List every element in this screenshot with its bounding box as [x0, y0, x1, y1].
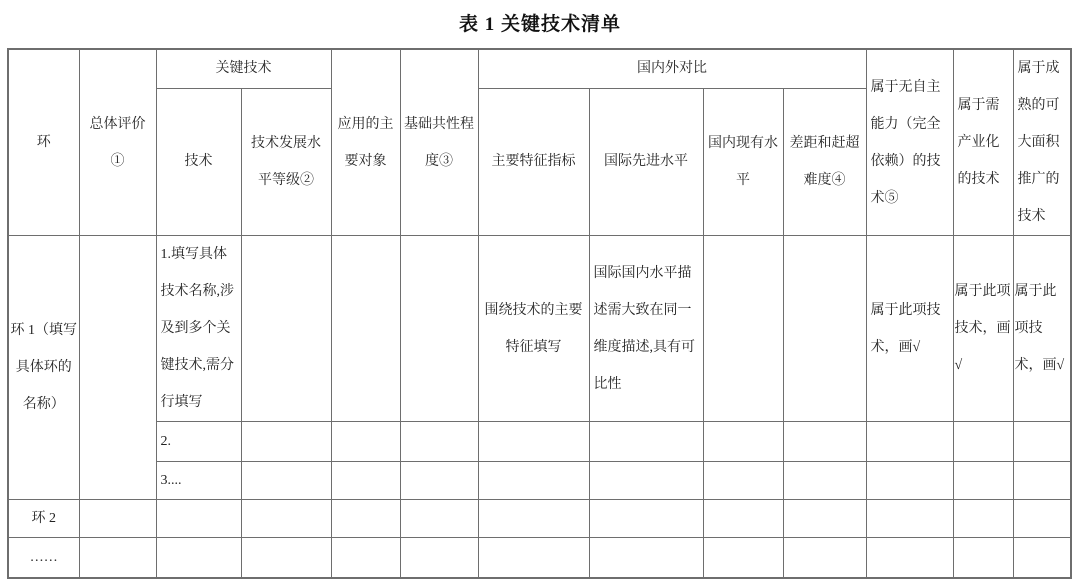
cell-tech-item-3: 3.... [156, 462, 241, 500]
empty-cell [331, 500, 400, 538]
empty-cell [953, 462, 1013, 500]
empty-cell [331, 422, 400, 462]
header-intl-advanced-level: 国际先进水平 [589, 88, 703, 235]
header-ring: 环 [8, 49, 79, 236]
body-row-ellipsis [8, 538, 1071, 578]
cell-tech-item-2: 2. [156, 422, 241, 462]
empty-cell [866, 462, 953, 500]
empty-cell [703, 500, 783, 538]
cell-ring1-overall-empty [79, 236, 156, 500]
empty-cell [478, 462, 589, 500]
empty-cell [478, 422, 589, 462]
cell-ring2-label: 环 2 [8, 500, 79, 538]
empty-cell [241, 500, 331, 538]
empty-cell [1013, 500, 1071, 538]
key-technology-table [7, 48, 1072, 579]
empty-cell [783, 236, 866, 422]
header-tech-level: 技术发展水平等级② [241, 88, 331, 235]
empty-cell [79, 538, 156, 578]
table-title: 表 1 关键技术清单 [458, 14, 621, 35]
body-row-ring1-sub2 [8, 422, 1071, 462]
header-domestic-level: 国内现有水平 [703, 88, 783, 235]
body-row-ring2 [8, 500, 1071, 538]
empty-cell [331, 462, 400, 500]
empty-cell [1013, 422, 1071, 462]
header-commonality-degree: 基础共性程度③ [400, 49, 478, 236]
body-row-ring1-sub3 [8, 462, 1071, 500]
header-key-tech-group: 关键技术 [156, 49, 331, 88]
empty-cell [953, 500, 1013, 538]
body-row-ring1-sub1 [8, 236, 1071, 422]
header-overall-evaluation: 总体评价① [79, 49, 156, 236]
empty-cell [331, 236, 400, 422]
empty-cell [1013, 538, 1071, 578]
empty-cell [241, 462, 331, 500]
empty-cell [478, 500, 589, 538]
header-no-autonomy-tech: 属于无自主能力（完全依赖）的技术⑤ [866, 49, 953, 236]
cell-ellipsis-label: …… [8, 538, 79, 578]
empty-cell [400, 500, 478, 538]
header-industrialization-tech: 属于需产业化的技术 [953, 49, 1013, 236]
empty-cell [783, 500, 866, 538]
cell-ring1-label: 环 1（填写具体环的名称） [8, 236, 79, 500]
empty-cell [79, 500, 156, 538]
cell-tech-item-1: 1.填写具体技术名称,涉及到多个关键技术,需分行填写 [156, 236, 241, 422]
empty-cell [866, 538, 953, 578]
empty-cell [156, 538, 241, 578]
empty-cell [866, 422, 953, 462]
empty-cell [331, 538, 400, 578]
empty-cell [703, 422, 783, 462]
empty-cell [400, 538, 478, 578]
header-row-1 [8, 49, 1071, 88]
empty-cell [783, 462, 866, 500]
header-tech: 技术 [156, 88, 241, 235]
header-main-indicators: 主要特征指标 [478, 88, 589, 235]
cell-industrialization-note: 属于此项技术，画√ [953, 236, 1013, 422]
empty-cell [478, 538, 589, 578]
empty-cell [953, 422, 1013, 462]
empty-cell [953, 538, 1013, 578]
empty-cell [866, 500, 953, 538]
empty-cell [589, 462, 703, 500]
cell-intl-level-note: 国际国内水平描述需大致在同一维度描述,具有可比性 [589, 236, 703, 422]
empty-cell [1013, 462, 1071, 500]
empty-cell [400, 422, 478, 462]
cell-main-indicators-note: 围绕技术的主要特征填写 [478, 236, 589, 422]
empty-cell [241, 538, 331, 578]
empty-cell [400, 236, 478, 422]
empty-cell [241, 422, 331, 462]
empty-cell [703, 236, 783, 422]
cell-no-autonomy-note: 属于此项技术，画√ [866, 236, 953, 422]
empty-cell [703, 462, 783, 500]
empty-cell [703, 538, 783, 578]
empty-cell [400, 462, 478, 500]
empty-cell [589, 538, 703, 578]
header-mature-tech: 属于成熟的可大面积推广的技术 [1013, 49, 1071, 236]
header-comparison-group: 国内外对比 [478, 49, 866, 88]
empty-cell [156, 500, 241, 538]
empty-cell [589, 422, 703, 462]
header-gap-difficulty: 差距和赶超难度④ [783, 88, 866, 235]
empty-cell [589, 500, 703, 538]
header-application-target: 应用的主要对象 [331, 49, 400, 236]
empty-cell [241, 236, 331, 422]
empty-cell [783, 422, 866, 462]
cell-mature-note: 属于此项技术，画√ [1013, 236, 1071, 422]
empty-cell [783, 538, 866, 578]
